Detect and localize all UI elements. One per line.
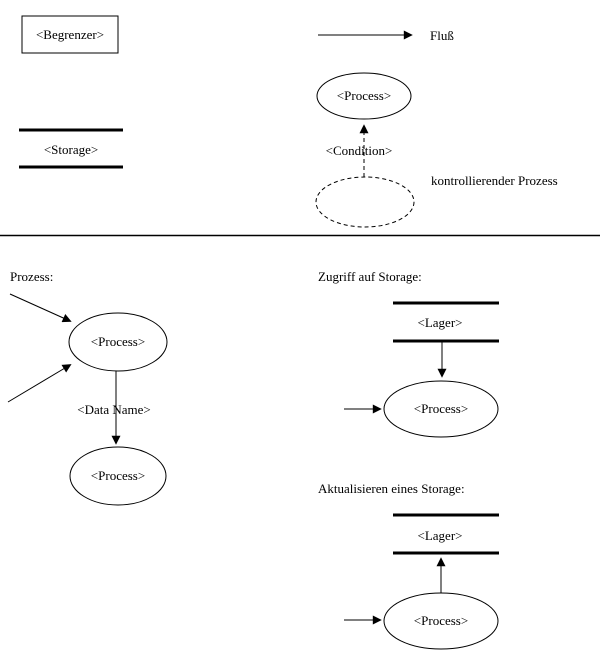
process-section-title: Prozess: bbox=[10, 269, 54, 284]
data-name-label: <Data Name> bbox=[77, 402, 151, 417]
process-bottom-label: <Process> bbox=[90, 468, 146, 483]
controlling-process-ellipse bbox=[316, 177, 414, 227]
terminator-label: <Begrenzer> bbox=[35, 27, 105, 42]
condition-label: <Condition> bbox=[325, 143, 393, 158]
storage-update-title: Aktualisieren eines Storage: bbox=[318, 481, 465, 496]
process-top-label: <Process> bbox=[90, 334, 146, 349]
incoming-flow-arrow-2 bbox=[8, 365, 70, 402]
update-lager-label: <Lager> bbox=[417, 528, 463, 543]
update-process-label: <Process> bbox=[413, 613, 469, 628]
access-lager-label: <Lager> bbox=[417, 315, 463, 330]
flow-label: Fluß bbox=[430, 28, 454, 43]
storage-label: <Storage> bbox=[43, 142, 99, 157]
storage-access-title: Zugriff auf Storage: bbox=[318, 269, 422, 284]
incoming-flow-arrow-1 bbox=[10, 294, 70, 321]
process-ellipse-legend-label: <Process> bbox=[336, 88, 392, 103]
controlling-process-label: kontrollierender Prozess bbox=[431, 173, 558, 188]
access-process-label: <Process> bbox=[413, 401, 469, 416]
